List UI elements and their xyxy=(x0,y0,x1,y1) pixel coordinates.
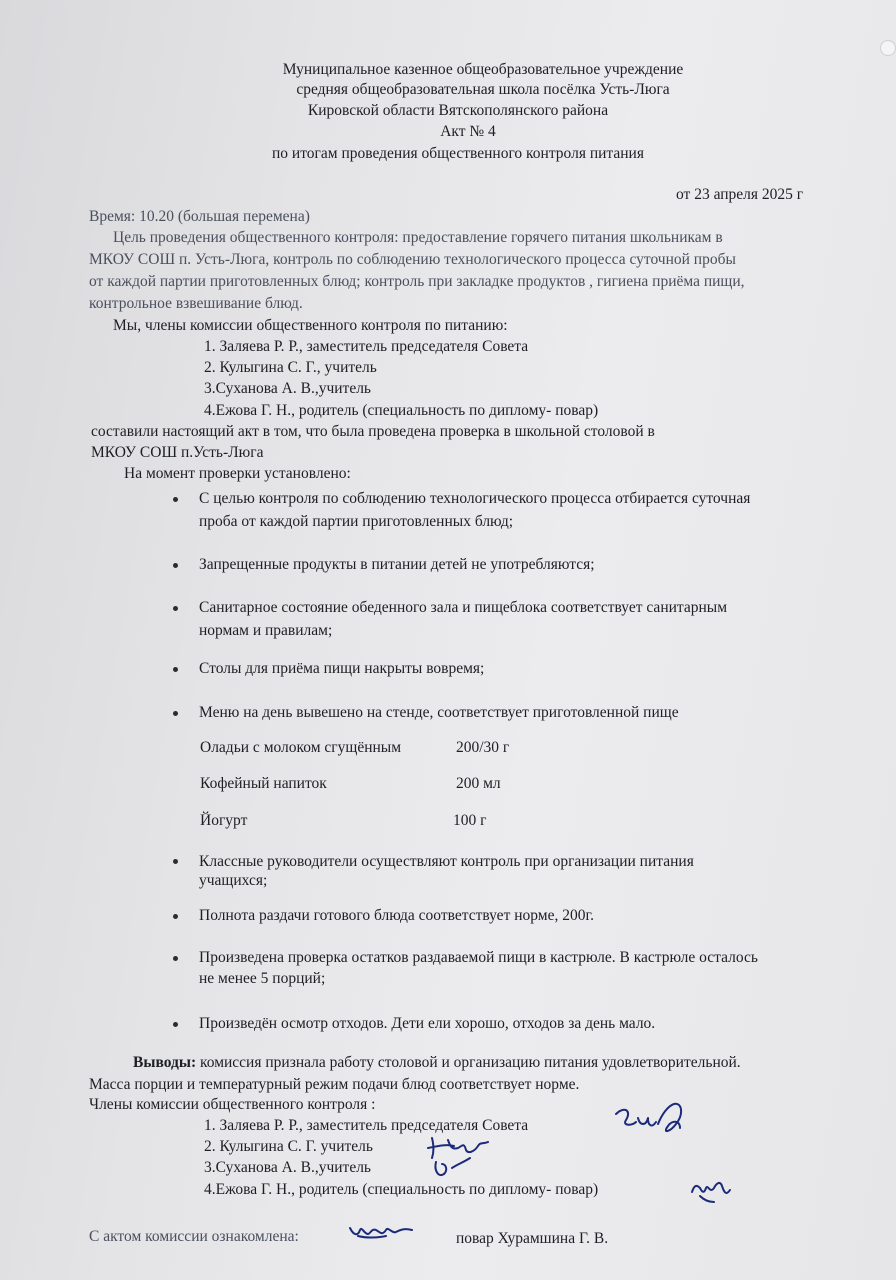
bullet xyxy=(173,1022,178,1027)
signature-1-image xyxy=(606,1096,690,1146)
menu-dish: Оладьи с молоком сгущённым xyxy=(200,739,402,756)
act-title: Акт № 4 xyxy=(440,123,496,140)
menu-portion: 200/30 г xyxy=(456,739,510,756)
bullet xyxy=(173,711,178,716)
header-line-3: Кировской области Вятскополянского района xyxy=(307,102,609,119)
menu-portion: 200 мл xyxy=(456,775,501,792)
member-3: 3.Суханова А. В.,учитель xyxy=(204,380,371,397)
bullet xyxy=(173,914,178,919)
findings-intro: На момент проверки установлено: xyxy=(124,465,351,482)
inspection-time: Время: 10.20 (большая перемена) xyxy=(89,208,310,225)
bullet xyxy=(173,563,178,568)
signatory-3: 3.Суханова А. В.,учитель xyxy=(204,1159,371,1176)
bullet xyxy=(173,859,178,864)
finding-1-line-1: С целью контроля по соблюдению технологического процесса отбирается суточная xyxy=(199,490,751,507)
finding-6-line-1: Классные руководители осуществляют контроль при организации питания xyxy=(199,853,694,870)
menu-portion: 100 г xyxy=(453,812,487,829)
goal-line-3: от каждой партии приготовленных блюд; контроль при закладке продуктов , гигиена приёма пищи, xyxy=(89,273,745,290)
finding-4: Столы для приёма пищи накрыты вовремя; xyxy=(199,660,485,677)
finding-5: Меню на день вывешено на стенде, соответствует приготовленной пище xyxy=(199,704,679,721)
header-line-2: средняя общеобразовательная школа посёлка Усть-Люга xyxy=(296,81,670,98)
conclusions-line-2: Масса порции и температурный режим подачи блюд соответствует норме. xyxy=(89,1076,580,1093)
finding-8-line-2: не менее 5 порций; xyxy=(199,970,326,987)
menu-dish: Йогурт xyxy=(200,812,248,829)
signature-acknowledged-image xyxy=(346,1220,416,1244)
signatory-1: 1. Заляева Р. Р., заместитель председателя Совета xyxy=(204,1117,529,1134)
conclusions-text: комиссия признала работу столовой и организацию питания удовлетворительной. xyxy=(196,1054,741,1071)
finding-6-line-2: учащихся; xyxy=(199,872,268,889)
finding-1-line-2: проба от каждой партии приготовленных блюд; xyxy=(199,513,514,530)
conclusions-line-1 xyxy=(133,1053,741,1073)
header-line-1: Муниципальное казенное общеобразовательное учреждение xyxy=(282,61,684,78)
finding-3-line-2: нормам и правилам; xyxy=(199,622,333,639)
goal-line-4: контрольное взвешивание блюд. xyxy=(89,295,303,312)
finding-3-line-1: Санитарное состояние обеденного зала и пищеблока соответствует санитарным xyxy=(199,599,728,616)
member-2: 2. Кулыгина С. Г., учитель xyxy=(204,359,377,376)
menu-dish: Кофейный напиток xyxy=(200,775,327,792)
finding-2: Запрещенные продукты в питании детей не употребляются; xyxy=(199,556,595,573)
finding-8-line-1: Произведена проверка остатков раздаваемой пищи в кастрюле. В кастрюле осталось xyxy=(199,949,758,966)
act-statement-line-1: составили настоящий акт в том, что была проведена проверка в школьной столовой в xyxy=(91,423,655,440)
act-subtitle: по итогам проведения общественного контроля питания xyxy=(272,145,644,162)
bullet xyxy=(173,606,178,611)
conclusions-label: Выводы: xyxy=(133,1054,197,1071)
signatures-intro: Члены комиссии общественного контроля : xyxy=(89,1096,376,1113)
goal-line-2: МКОУ СОШ п. Усть-Люга, контроль по соблюдению технологического процесса суточной пробы xyxy=(89,251,736,268)
acknowledged-person: повар Хурамшина Г. В. xyxy=(456,1230,609,1247)
signature-4-image xyxy=(686,1172,738,1208)
act-statement-line-2: МКОУ СОШ п.Усть-Люга xyxy=(91,444,264,461)
member-4: 4.Ежова Г. Н., родитель (специальность по диплому- повар) xyxy=(204,402,599,419)
act-date: от 23 апреля 2025 г xyxy=(676,186,804,203)
signatory-2: 2. Кулыгина С. Г. учитель xyxy=(204,1138,373,1155)
member-1: 1. Заляева Р. Р., заместитель председателя Совета xyxy=(204,338,529,355)
bullet xyxy=(173,497,178,502)
finding-7: Полнота раздачи готового блюда соответствует норме, 200г. xyxy=(199,907,594,924)
bullet xyxy=(173,956,178,961)
punch-hole xyxy=(880,40,896,56)
signature-2-image xyxy=(418,1128,502,1184)
signatory-4: 4.Ежова Г. Н., родитель (специальность по диплому- повар) xyxy=(204,1181,599,1198)
finding-9: Произведён осмотр отходов. Дети ели хорошо, отходов за день мало. xyxy=(199,1015,656,1032)
commission-intro: Мы, члены комиссии общественного контроля по питанию: xyxy=(113,317,508,334)
bullet xyxy=(173,667,178,672)
goal-line-1: Цель проведения общественного контроля: предоставление горячего питания школьникам в xyxy=(113,229,723,246)
acknowledged-label: С актом комиссии ознакомлена: xyxy=(89,1228,299,1245)
